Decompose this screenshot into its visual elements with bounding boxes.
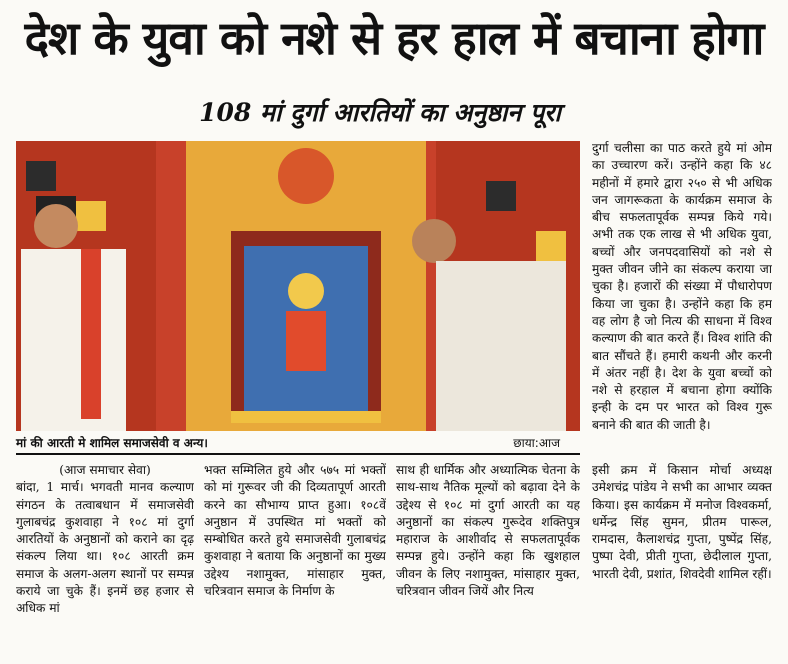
subheadline: 108 मां दुर्गा आरतियों का अनुष्ठान पूरा: [199, 98, 561, 127]
article-paragraph: दुर्गा चलीसा का पाठ करते हुये मां ओम का उच्चारण करें। उन्होंने कहा कि ४८ महीनों में हमारे द्वारा २५० से भी अधिक जन जागरूकता के कार्यक्रम समाज के बीच सफलतापूर्वक सम्पन्न किये गये। अभी तक एक लाख से भी अधिक युवा, बच्चों और जनपदवासियों को नशे से मुक्त जीवन जीने का संकल्प कराया जा चुका है। हजारों की संख्या में पौधारोपण किया जा चुका है। उन्होंने कहा कि हम वह लोग है जो नित्य की साधना में विश्व कल्याण की बात करते हैं। विश्व शांति की बात सौंचते हैं। हमारी कथनी और करनी में अंतर नहीं है। देश के युवा बच्चों को नशे से हरहाल में बचाना होगा क्योंकि इन्ही के दम पर भारत को विश्व गुरू बनाने की बात की जाती है।: [592, 141, 772, 432]
durga-idol-frame: [231, 231, 381, 423]
article-paragraph: भक्त सम्मिलित हुये और ५७५ मां भक्तों को मां गुरूवर जी की दिव्यतापूर्ण आरती करने का सौभाग्य प्राप्त हुआ। १०८वें अनुष्ठान में उपस्थित मां भक्तों को सम्बोधित करते हुये समाजसेवी गुलाबचंद्र कुशवाहा ने बताया कि अनुष्ठानों का मुख्य उद्देश्य नशामुक्त, मांसाहार मुक्त, चरित्रवान समाज के निर्माण के: [204, 463, 386, 599]
headline: देश के युवा को नशे से हर हाल में बचाना होगा: [24, 11, 764, 65]
photo-credit: छाया:आज: [513, 436, 560, 450]
ganesh-emblem: [278, 148, 334, 204]
article-column-2: [204, 462, 386, 642]
article-column-1: [16, 462, 194, 642]
article-paragraph: बांदा, 1 मार्च। भगवती मानव कल्याण संगठन के तत्वाबधान में समाजसेवी गुलाबचंद्र कुशवाहा ने १०८ मां दुर्गा आरतियों के अनुष्ठानों को कराने का दृढ़ संकल्प लिया था। १०८ आरती क्रम समाज के अलग-अलग स्थानों पर सम्पन्न कराये जा चुके हैं। इनमें छह हजार से अधिक मां: [16, 480, 194, 616]
aarti-ceremony-illustration: [16, 141, 580, 431]
agency-line: (आज समाचार सेवा): [59, 463, 151, 477]
article-column-3: [396, 462, 580, 642]
news-photo: [16, 141, 580, 431]
article-paragraph: साथ ही धार्मिक और अध्यात्मिक चेतना के साथ-साथ नैतिक मूल्यों को बढ़ावा देने के उद्देश्य से १०८ मां दुर्गा आरती का यह अनुष्ठानों का संकल्प गुरूदेव शक्तिपुत्र महाराज के आशीर्वाद से सफलतापूर्वक सम्पन्न हुये। उन्होंने कहा कि खुशहाल जीवन के लिए नशामुक्त, मांसाहार मुक्त, चरित्रवान जीवन जियें और नित्य: [396, 463, 580, 599]
article-column-4: [592, 462, 772, 642]
caption-text: मां की आरती मे शामिल समाजसेवी व अन्य।: [16, 436, 208, 450]
photo-caption: [16, 433, 580, 455]
article-paragraph: इसी क्रम में किसान मोर्चा अध्यक्ष उमेशचंद्र पांडेय ने सभी का आभार व्यक्त किया। इस कार्यक्रम में मनोज विश्वकर्मा, धर्मेन्द्र सिंह सुमन, प्रीतम पारूल, रामदास, कैलाशचंद्र गुप्ता, पुष्पेंद्र सिंह, पुष्पा देवी, प्रीती गुप्ता, छेदीलाल गुप्ता, भारती देवी, प्रशांत, शिवदेवी शामिल रहीं।: [592, 463, 772, 581]
